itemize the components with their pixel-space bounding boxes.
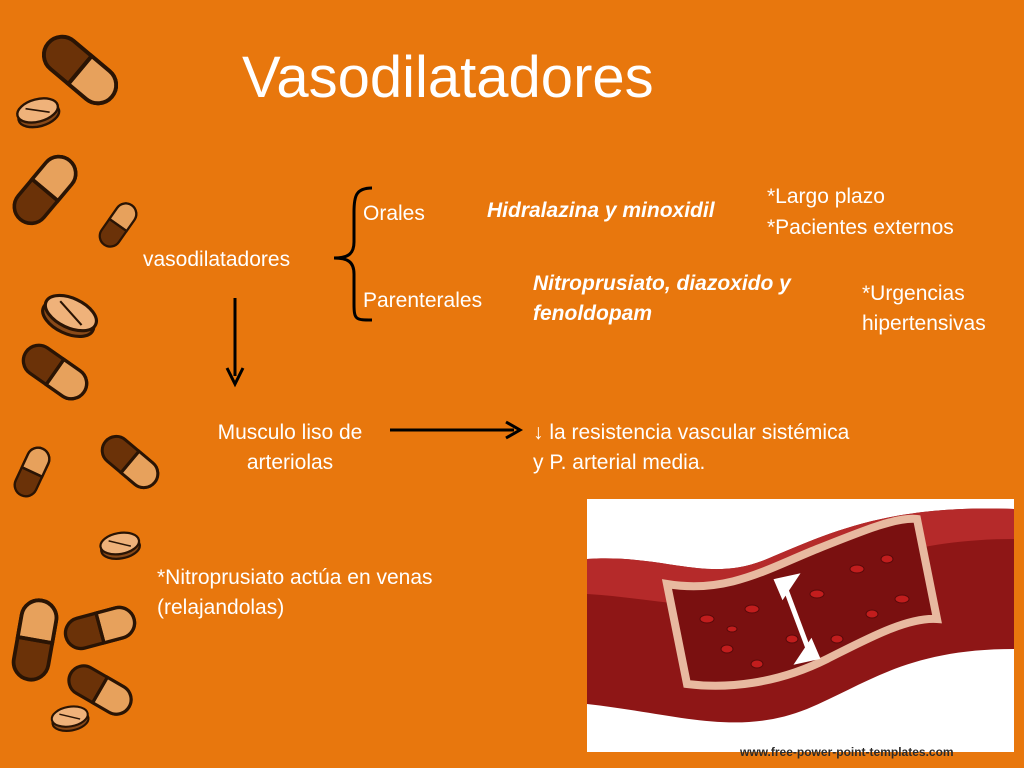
use-pacientes-externos: *Pacientes externos [767, 216, 954, 239]
use-hipertensivas: hipertensivas [862, 312, 986, 335]
blood-vessel-illustration [587, 499, 1014, 752]
route-orales: Orales [363, 202, 425, 225]
target-line2: arteriolas [246, 451, 334, 474]
root-label: vasodilatadores [143, 248, 291, 271]
pills-decoration-icon [0, 0, 200, 768]
drugs-orales: Hidralazina y minoxidil [487, 199, 715, 222]
use-largo-plazo: *Largo plazo [767, 185, 885, 208]
footer-watermark: www.free-power-point-templates.com [740, 745, 954, 759]
target-line1: Musculo liso de [217, 421, 363, 444]
route-parenterales: Parenterales [363, 289, 483, 312]
down-arrow-icon [222, 296, 248, 388]
right-arrow-icon [388, 419, 524, 441]
use-urgencias: *Urgencias [862, 282, 965, 305]
note-line1: *Nitroprusiato actúa en venas [157, 566, 433, 589]
drugs-parenterales-line1: Nitroprusiato, diazoxido y [533, 272, 791, 295]
slide-title: Vasodilatadores [242, 45, 654, 110]
effect-line2: y P. arterial media. [533, 451, 706, 474]
note-line2: (relajandolas) [157, 596, 285, 619]
drugs-parenterales-line2: fenoldopam [533, 302, 652, 325]
effect-line1: ↓ la resistencia vascular sistémica [533, 421, 850, 444]
